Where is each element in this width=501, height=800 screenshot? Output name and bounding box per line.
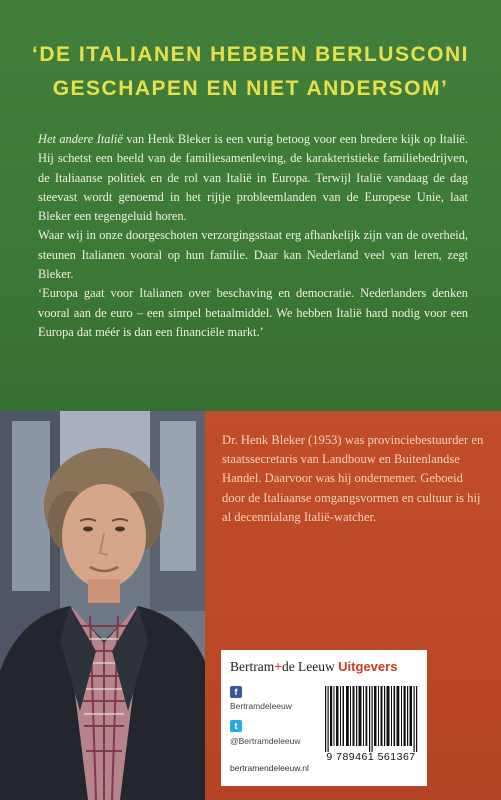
headline-quote — [0, 38, 501, 106]
book-title: Het andere Italië — [38, 132, 123, 146]
blurb-paragraph-1-rest: van Henk Bleker is een vurig betoog voor een bredere kijk op Italië. Hij schetst een beeld van de familiesamenleving, de karakteristieke familiebedrijven, de Italiaanse politiek en de rol van Italië in Europa. Terwijl Italië vandaag de dag steevast wordt genoemd in het rijtje probleemlanden van de Europese Unie, laat Bleker een tegengeluid horen. — [38, 132, 468, 224]
twitter-icon: t — [230, 720, 242, 732]
publisher-name-part-1: Bertram — [230, 659, 275, 674]
facebook-handle: Bertramdeleeuw — [230, 701, 292, 711]
publisher-name-part-2: de Leeuw — [281, 659, 339, 674]
author-photo — [0, 411, 205, 800]
facebook-icon: f — [230, 686, 242, 698]
headline-line-1: ‘DE ITALIANEN HEBBEN BERLUSCONI — [32, 43, 469, 66]
publisher-name-part-3: Uitgevers — [338, 659, 398, 674]
author-bio-text: Dr. Henk Bleker (1953) was provinciebestuurder en staatssecretaris van Landbouw en Buitenlandse Handel. Daarvoor was hij ondernemer. Geboeid door de Italiaanse omgangsvormen en cultuur is hij al decennialang Italië-watcher. — [222, 433, 484, 524]
blurb-paragraph-1 — [38, 130, 468, 226]
headline-line-2: GESCHAPEN EN NIET ANDERSOM’ — [52, 77, 449, 100]
blurb-text — [38, 130, 468, 342]
blurb-paragraph-3: ‘Europa gaat voor Italianen over beschaving en democratie. Nederlanders denken vooral aan de euro – een simpel betaalmiddel. We hebben Italië hard nodig voor een Europa dat méér is dan een financiële markt.’ — [38, 286, 468, 339]
isbn-barcode — [323, 686, 419, 752]
blurb-paragraph-2: Waar wij in onze doorgeschoten verzorgingsstaat erg afhankelijk zijn van de overheid, steunen Italianen vooral op hun familie. Daar kan Nederland veel van leren, zegt Bleker. — [38, 228, 468, 282]
isbn-number: 9 789461 561367 — [326, 751, 416, 763]
publisher-logo — [230, 659, 397, 675]
author-bio — [222, 431, 484, 527]
twitter-row — [230, 720, 242, 732]
publisher-box — [221, 650, 427, 786]
author-portrait-illustration — [0, 411, 205, 800]
twitter-handle: @Bertramdeleeuw — [230, 736, 301, 746]
publisher-plus: + — [274, 659, 282, 674]
facebook-row — [230, 686, 242, 698]
publisher-website: bertramendeleeuw.nl — [230, 763, 309, 773]
